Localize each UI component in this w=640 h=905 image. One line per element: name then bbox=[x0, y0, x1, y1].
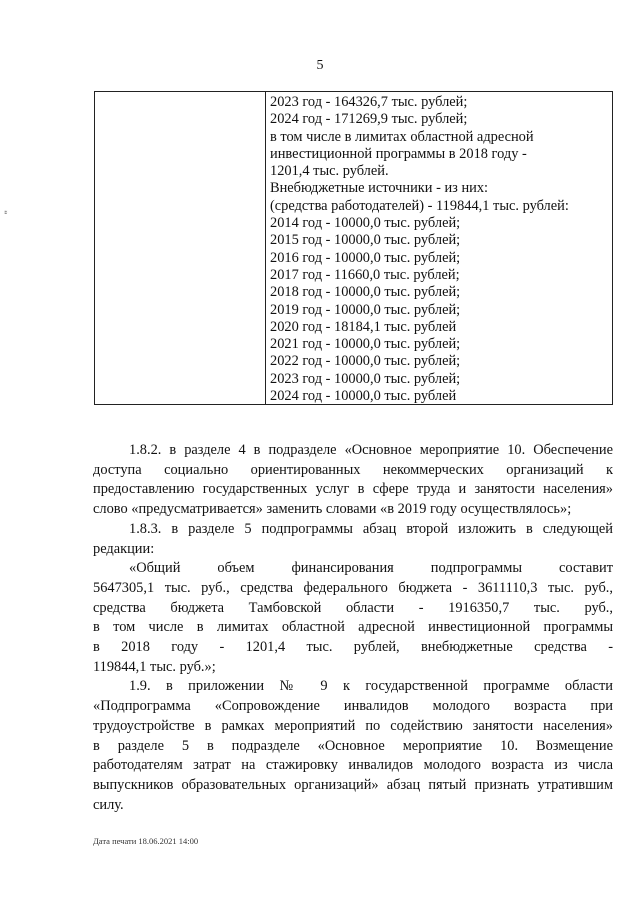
financing-line: в том числе в лимитах областной адресной bbox=[270, 128, 534, 145]
paragraph-1-8-2-line: предоставлению государственных услуг в сфере труда и занятости населения» bbox=[93, 481, 613, 498]
financing-line: 2017 год - 11660,0 тыс. рублей; bbox=[270, 266, 460, 283]
paragraph-1-8-3-line: редакции: bbox=[93, 540, 155, 557]
paragraph-1-8-2-line: 1.8.2. в разделе 4 в подразделе «Основное мероприятие 10. Обеспечение bbox=[129, 442, 613, 458]
table-column-divider bbox=[265, 92, 266, 404]
financing-line: 2022 год - 10000,0 тыс. рублей; bbox=[270, 353, 461, 370]
paragraph-1-8-2-line: слово «предусматривается» заменить словами «в 2019 году осуществлялось»; bbox=[93, 501, 572, 518]
financing-line: 2021 год - 10000,0 тыс. рублей; bbox=[270, 336, 461, 353]
quoted-text-line: в том числе в лимитах областной адресной инвестиционной программы bbox=[93, 619, 613, 636]
quoted-text-line: 119844,1 тыс. руб.»; bbox=[93, 658, 216, 675]
financing-line: 2024 год - 10000,0 тыс. рублей bbox=[270, 388, 457, 405]
quoted-text-line: 5647305,1 тыс. руб., средства федерального бюджета - 3611110,3 тыс. руб., bbox=[93, 579, 613, 596]
paragraph-1-9-line: 1.9. в приложении № 9 к государственной программе области bbox=[129, 678, 613, 695]
quoted-text-line: в 2018 году - 1201,4 тыс. рублей, внебюджетные средства - bbox=[93, 639, 613, 656]
paragraph-1-9-line: трудоустройстве в рамках мероприятий по содействию занятости населения» bbox=[93, 717, 613, 734]
paragraph-1-8-3-line: 1.8.3. в разделе 5 подпрограммы абзац второй изложить в следующей bbox=[129, 520, 613, 537]
financing-line: 2018 год - 10000,0 тыс. рублей; bbox=[270, 284, 461, 301]
financing-line: 2020 год - 18184,1 тыс. рублей bbox=[270, 318, 457, 335]
financing-line: 1201,4 тыс. рублей. bbox=[270, 163, 389, 180]
margin-mark: ะ bbox=[4, 208, 8, 216]
paragraph-1-9-line: в разделе 5 в подразделе «Основное мероприятие 10. Возмещение bbox=[93, 737, 613, 754]
quoted-text-line: «Общий объем финансирования подпрограммы составит bbox=[129, 560, 613, 577]
financing-line: Внебюджетные источники - из них: bbox=[270, 180, 489, 197]
page-number: 5 bbox=[316, 58, 324, 73]
financing-line: 2023 год - 164326,7 тыс. рублей; bbox=[270, 94, 468, 110]
financing-line: 2024 год - 171269,9 тыс. рублей; bbox=[270, 111, 468, 128]
financing-line: 2016 год - 10000,0 тыс. рублей; bbox=[270, 249, 461, 266]
paragraph-1-9-line: выпускников образовательных организаций» абзац пятый признать утратившим bbox=[93, 776, 613, 793]
print-date-footer: Дата печати 18.06.2021 14:00 bbox=[93, 836, 199, 846]
paragraph-1-9-line: работодателям затрат на стажировку инвалидов молодого возраста из числа bbox=[93, 757, 613, 774]
financing-line: 2019 год - 10000,0 тыс. рублей; bbox=[270, 301, 461, 318]
paragraph-1-9-line: «Подпрограмма «Сопровождение инвалидов молодого возраста при bbox=[93, 698, 613, 715]
paragraph-1-8-2-line: доступа социально ориентированных некоммерческих организаций к bbox=[93, 461, 613, 478]
financing-line: (средства работодателей) - 119844,1 тыс. рублей: bbox=[270, 197, 569, 214]
quoted-text-line: средства бюджета Тамбовской области - 1916350,7 тыс. руб., bbox=[93, 599, 613, 616]
financing-line: инвестиционной программы в 2018 году - bbox=[270, 145, 527, 162]
financing-line: 2015 год - 10000,0 тыс. рублей; bbox=[270, 232, 461, 249]
financing-line: 2014 год - 10000,0 тыс. рублей; bbox=[270, 215, 461, 232]
financing-lines bbox=[270, 94, 610, 405]
financing-line: 2023 год - 10000,0 тыс. рублей; bbox=[270, 370, 461, 387]
paragraph-1-9-line: силу. bbox=[93, 796, 124, 813]
financing-table bbox=[94, 91, 613, 405]
document-body bbox=[93, 441, 613, 815]
